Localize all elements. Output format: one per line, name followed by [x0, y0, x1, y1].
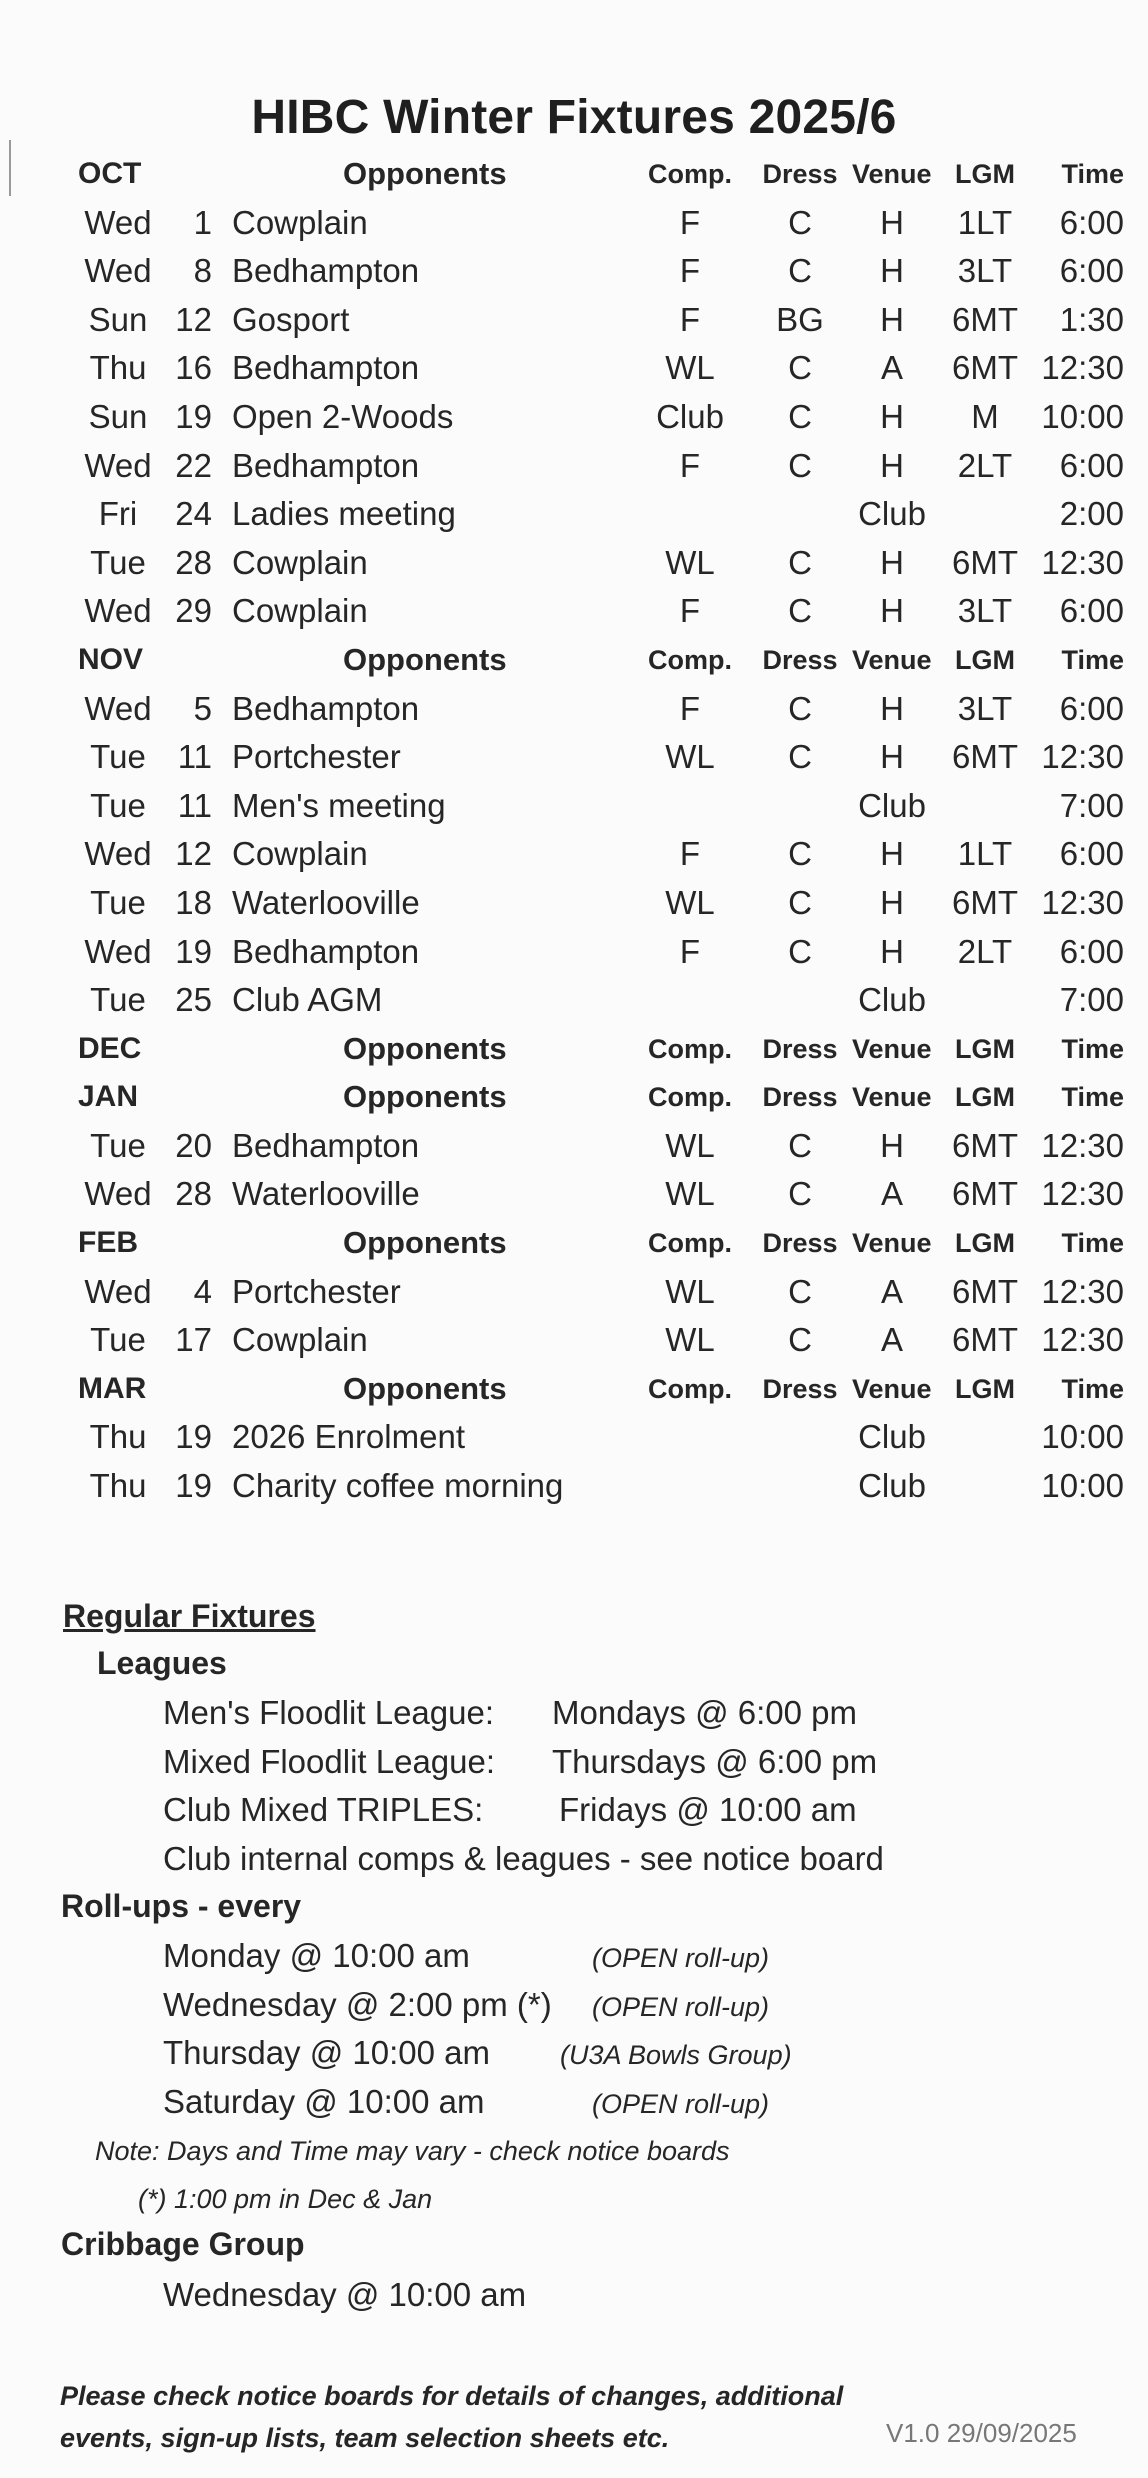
fixture-venue: Club	[858, 786, 926, 824]
fixture-row	[0, 587, 1148, 636]
month-label: DEC	[78, 1031, 142, 1065]
fixture-date: 11	[177, 738, 212, 776]
fixture-lgm: 3LT	[957, 252, 1013, 290]
fixture-time: 12:30	[1041, 1321, 1124, 1359]
dress-header: Dress	[762, 1228, 838, 1259]
fixture-date: 1	[193, 203, 212, 241]
league-when: Fridays @ 10:00 am	[559, 1791, 857, 1828]
fixture-time: 1:30	[1059, 300, 1124, 338]
fixture-time: 12:30	[1041, 1126, 1124, 1164]
fixture-day: Tue	[90, 1126, 146, 1164]
fixture-row	[0, 685, 1148, 734]
fixture-row	[0, 442, 1148, 491]
fixture-date: 25	[175, 981, 212, 1019]
fixture-comp: WL	[665, 1321, 715, 1359]
league-when: Mondays @ 6:00 pm	[552, 1694, 857, 1731]
fixture-venue: Club	[858, 981, 926, 1019]
fixture-comp: Club	[656, 397, 724, 435]
fixture-day: Wed	[84, 1272, 152, 1310]
fixture-day: Tue	[90, 981, 146, 1019]
fixture-venue: A	[880, 1321, 903, 1359]
dress-header: Dress	[762, 159, 838, 189]
fixture-time: 6:00	[1059, 592, 1124, 630]
comp-header: Comp.	[648, 1033, 732, 1064]
fixture-row	[0, 296, 1148, 345]
fixture-row	[0, 1122, 1148, 1171]
fixture-opponent: Cowplain	[232, 203, 368, 241]
time-header: Time	[1061, 1082, 1124, 1113]
fixture-dress: C	[788, 397, 812, 435]
fixture-opponent: Waterlooville	[232, 1175, 420, 1213]
fixture-comp: F	[679, 252, 701, 290]
fixture-row	[0, 1462, 1148, 1511]
dress-header: Dress	[762, 1373, 838, 1404]
dec-jan-note: (*) 1:00 pm in Dec & Jan	[138, 2184, 433, 2214]
fixture-day: Wed	[84, 252, 152, 290]
fixture-day: Wed	[84, 592, 152, 630]
fixture-row	[0, 830, 1148, 879]
fixture-row	[0, 247, 1148, 296]
fixture-lgm: 6MT	[952, 738, 1018, 776]
fixture-time: 12:30	[1041, 1175, 1124, 1213]
footer-note	[60, 2375, 843, 2459]
fixture-dress: C	[788, 446, 812, 484]
month-header	[0, 1073, 1148, 1122]
fixture-opponent: Cowplain	[232, 1321, 368, 1359]
fixture-dress: C	[788, 835, 812, 873]
fixture-lgm: 6MT	[952, 1272, 1018, 1310]
fixture-day: Tue	[90, 883, 146, 921]
fixture-dress: C	[788, 349, 812, 387]
fixture-date: 20	[175, 1126, 212, 1164]
fixture-day: Tue	[90, 786, 146, 824]
fixture-venue: H	[880, 689, 904, 727]
fixture-date: 22	[175, 446, 212, 484]
fixture-comp: F	[679, 446, 701, 484]
venue-header: Venue	[852, 159, 932, 189]
rollups-title: Roll-ups - every	[61, 1888, 302, 1924]
fixture-opponent: Bedhampton	[232, 1126, 420, 1164]
fixture-dress: C	[788, 1272, 812, 1310]
fixture-venue: Club	[858, 495, 926, 533]
fixture-opponent: 2026 Enrolment	[232, 1418, 465, 1456]
fixture-opponent: Club AGM	[232, 981, 383, 1019]
fixture-dress: C	[788, 592, 812, 630]
fixture-row	[0, 199, 1148, 248]
fixture-time: 12:30	[1041, 543, 1124, 581]
fixture-comp: F	[679, 300, 701, 338]
days-time-note: Note: Days and Time may vary - check notice boards	[95, 2136, 730, 2166]
fixture-date: 12	[175, 300, 212, 338]
fixture-dress: C	[788, 252, 812, 290]
fixture-date: 19	[175, 932, 212, 970]
venue-header: Venue	[852, 644, 932, 675]
fixture-lgm: 6MT	[952, 1321, 1018, 1359]
fixture-opponent: Bedhampton	[232, 932, 420, 970]
fixture-dress: C	[788, 1321, 812, 1359]
time-header: Time	[1061, 1373, 1124, 1404]
fixture-venue: A	[880, 1175, 903, 1213]
regular-fixtures-title: Regular Fixtures	[63, 1598, 316, 1634]
cribbage-title: Cribbage Group	[61, 2226, 305, 2262]
fixture-row	[0, 539, 1148, 588]
fixture-date: 5	[193, 689, 212, 727]
fixture-lgm: M	[971, 397, 999, 435]
fixture-time: 6:00	[1059, 932, 1124, 970]
fixture-dress: C	[788, 1175, 812, 1213]
fixture-day: Thu	[89, 1418, 147, 1456]
page-title: HIBC Winter Fixtures 2025/6	[251, 91, 897, 144]
fixture-comp: F	[679, 689, 701, 727]
fixture-date: 24	[175, 495, 212, 533]
fixture-time: 6:00	[1059, 835, 1124, 873]
fixture-date: 28	[175, 1175, 212, 1213]
rollup-when: Wednesday @ 2:00 pm (*)	[163, 1986, 552, 2023]
fixture-day: Thu	[89, 349, 147, 387]
league-name: Club Mixed TRIPLES:	[163, 1791, 484, 1828]
fixture-dress: BG	[776, 300, 824, 338]
fixture-dress: C	[788, 543, 812, 581]
month-label: OCT	[78, 157, 142, 190]
fixture-venue: Club	[858, 1418, 926, 1456]
month-header	[0, 1219, 1148, 1268]
rollup-when: Thursday @ 10:00 am	[163, 2034, 490, 2071]
fixture-venue: H	[880, 252, 904, 290]
fixture-lgm: 6MT	[952, 1175, 1018, 1213]
fixture-venue: Club	[858, 1467, 926, 1505]
venue-header: Venue	[852, 1228, 932, 1259]
fixture-day: Wed	[84, 835, 152, 873]
fixture-day: Tue	[90, 1321, 146, 1359]
lgm-header: LGM	[955, 644, 1015, 675]
fixture-venue: H	[880, 300, 904, 338]
fixture-date: 18	[175, 883, 212, 921]
internal-comps-note: Club internal comps & leagues - see notice board	[163, 1840, 884, 1877]
comp-header: Comp.	[648, 1082, 732, 1113]
fixture-lgm: 3LT	[957, 592, 1013, 630]
fixture-row	[0, 733, 1148, 782]
fixture-day: Sun	[88, 397, 148, 435]
fixture-venue: H	[880, 203, 904, 241]
comp-header: Comp.	[648, 1373, 732, 1404]
time-header: Time	[1061, 1228, 1124, 1259]
fixture-day: Tue	[90, 738, 146, 776]
league-name: Men's Floodlit League:	[163, 1694, 494, 1731]
rollup-when: Monday @ 10:00 am	[163, 1937, 470, 1974]
rollup-note: (OPEN roll-up)	[592, 1943, 770, 1973]
fixture-time: 6:00	[1059, 689, 1124, 727]
footer-line: events, sign-up lists, team selection sheets etc.	[60, 2423, 670, 2453]
fixture-time: 2:00	[1059, 495, 1124, 533]
fixture-time: 12:30	[1041, 883, 1124, 921]
fixtures-table	[0, 150, 1148, 1511]
month-header	[0, 150, 1148, 199]
fixture-time: 12:30	[1041, 349, 1124, 387]
fixture-opponent: Ladies meeting	[232, 495, 456, 533]
fixture-comp: WL	[665, 1126, 715, 1164]
fixture-venue: H	[880, 932, 904, 970]
dress-header: Dress	[762, 1033, 838, 1064]
fixture-row	[0, 928, 1148, 977]
fixture-dress: C	[788, 689, 812, 727]
footer-line: Please check notice boards for details of changes, additional	[60, 2381, 844, 2411]
fixture-lgm: 6MT	[952, 1126, 1018, 1164]
fixture-row	[0, 1268, 1148, 1317]
fixture-venue: H	[880, 397, 904, 435]
month-header	[0, 1025, 1148, 1074]
fixture-comp: F	[679, 835, 701, 873]
fixture-opponent: Men's meeting	[232, 786, 446, 824]
fixture-dress: C	[788, 883, 812, 921]
fixture-date: 19	[175, 1467, 212, 1505]
fixture-opponent: Bedhampton	[232, 689, 420, 727]
fixture-opponent: Bedhampton	[232, 349, 420, 387]
fixture-lgm: 6MT	[952, 349, 1018, 387]
fixture-venue: H	[880, 1126, 904, 1164]
lgm-header: LGM	[955, 1033, 1015, 1064]
fixture-row	[0, 344, 1148, 393]
fixture-date: 29	[175, 592, 212, 630]
fixture-time: 6:00	[1059, 203, 1124, 241]
fixture-time: 12:30	[1041, 1272, 1124, 1310]
fixture-date: 28	[175, 543, 212, 581]
venue-header: Venue	[852, 1082, 932, 1113]
fixture-row	[0, 782, 1148, 831]
comp-header: Comp.	[648, 159, 732, 189]
comp-header: Comp.	[648, 1228, 732, 1259]
fixture-dress: C	[788, 203, 812, 241]
fixture-day: Sun	[88, 300, 148, 338]
fixture-lgm: 2LT	[957, 446, 1013, 484]
opponents-header: Opponents	[343, 1030, 507, 1066]
fixture-day: Wed	[84, 1175, 152, 1213]
fixture-date: 19	[175, 397, 212, 435]
fixture-venue: H	[880, 738, 904, 776]
opponents-header: Opponents	[343, 156, 507, 191]
fixture-row	[0, 393, 1148, 442]
fixture-date: 11	[177, 786, 212, 824]
fixture-day: Fri	[98, 495, 138, 533]
fixture-comp: F	[679, 203, 701, 241]
fixture-opponent: Gosport	[232, 300, 350, 338]
rollup-note: (OPEN roll-up)	[592, 1992, 770, 2022]
fixture-dress: C	[788, 932, 812, 970]
fixture-time: 12:30	[1041, 738, 1124, 776]
fixture-day: Wed	[84, 689, 152, 727]
fixture-time: 7:00	[1059, 981, 1124, 1019]
dress-header: Dress	[762, 644, 838, 675]
month-header	[0, 636, 1148, 685]
fixture-lgm: 3LT	[957, 689, 1013, 727]
fixture-date: 4	[193, 1272, 212, 1310]
opponents-header: Opponents	[343, 641, 507, 677]
fixture-opponent: Cowplain	[232, 592, 368, 630]
lgm-header: LGM	[955, 1082, 1015, 1113]
fixture-lgm: 6MT	[952, 543, 1018, 581]
fixture-day: Wed	[84, 932, 152, 970]
fixture-lgm: 6MT	[952, 300, 1018, 338]
fixture-comp: WL	[665, 349, 715, 387]
fixture-date: 19	[175, 1418, 212, 1456]
fixture-day: Thu	[89, 1467, 147, 1505]
fixture-time: 10:00	[1041, 1467, 1124, 1505]
dress-header: Dress	[762, 1082, 838, 1113]
month-label: FEB	[78, 1226, 138, 1260]
time-header: Time	[1061, 644, 1124, 675]
fixture-opponent: Open 2-Woods	[232, 397, 454, 435]
cribbage-when: Wednesday @ 10:00 am	[163, 2276, 527, 2313]
fixture-row	[0, 976, 1148, 1025]
fixture-opponent: Bedhampton	[232, 446, 420, 484]
fixture-date: 16	[175, 349, 212, 387]
venue-header: Venue	[852, 1033, 932, 1064]
fixture-comp: F	[679, 932, 701, 970]
month-header	[0, 1365, 1148, 1414]
fixture-opponent: Cowplain	[232, 543, 368, 581]
fixture-opponent: Portchester	[232, 738, 401, 776]
fixture-row	[0, 1170, 1148, 1219]
rollup-note: (OPEN roll-up)	[592, 2089, 770, 2119]
fixture-time: 6:00	[1059, 252, 1124, 290]
fixture-day: Wed	[84, 203, 152, 241]
fixture-lgm: 1LT	[957, 203, 1013, 241]
fixture-venue: A	[880, 349, 903, 387]
opponents-header: Opponents	[343, 1079, 507, 1115]
month-label: MAR	[78, 1371, 147, 1405]
league-when: Thursdays @ 6:00 pm	[552, 1743, 878, 1780]
fixture-day: Tue	[90, 543, 146, 581]
fixture-time: 6:00	[1059, 446, 1124, 484]
fixture-day: Wed	[84, 446, 152, 484]
lgm-header: LGM	[955, 159, 1015, 189]
time-header: Time	[1061, 1033, 1124, 1064]
fixture-opponent: Waterlooville	[232, 883, 420, 921]
fixture-comp: F	[679, 592, 701, 630]
fixture-opponent: Bedhampton	[232, 252, 420, 290]
fixture-dress: C	[788, 1126, 812, 1164]
fixture-venue: H	[880, 883, 904, 921]
rollup-note: (U3A Bowls Group)	[560, 2040, 792, 2070]
fixture-opponent: Charity coffee morning	[232, 1467, 564, 1505]
fixture-venue: H	[880, 446, 904, 484]
lgm-header: LGM	[955, 1373, 1015, 1404]
fixture-comp: WL	[665, 883, 715, 921]
fixture-row	[0, 879, 1148, 928]
month-label: JAN	[78, 1080, 139, 1114]
fixture-lgm: 2LT	[957, 932, 1013, 970]
fixture-opponent: Cowplain	[232, 835, 368, 873]
fixture-comp: WL	[665, 1175, 715, 1213]
fixture-row	[0, 1413, 1148, 1462]
fixture-time: 7:00	[1059, 786, 1124, 824]
fixture-date: 17	[175, 1321, 212, 1359]
fixture-date: 12	[175, 835, 212, 873]
fixture-venue: H	[880, 543, 904, 581]
fixture-row	[0, 1316, 1148, 1365]
fixture-time: 10:00	[1041, 1418, 1124, 1456]
fixture-venue: A	[880, 1272, 903, 1310]
opponents-header: Opponents	[343, 1370, 507, 1406]
league-name: Mixed Floodlit League:	[163, 1743, 496, 1780]
fixture-opponent: Portchester	[232, 1272, 401, 1310]
fixture-comp: WL	[665, 738, 715, 776]
lgm-header: LGM	[955, 1228, 1015, 1259]
month-label: NOV	[78, 642, 144, 676]
leagues-title: Leagues	[97, 1645, 227, 1681]
fixture-lgm: 6MT	[952, 883, 1018, 921]
fixture-comp: WL	[665, 543, 715, 581]
fixture-row	[0, 490, 1148, 539]
fixture-venue: H	[880, 592, 904, 630]
fixture-time: 10:00	[1041, 397, 1124, 435]
time-header: Time	[1061, 159, 1124, 189]
rollup-when: Saturday @ 10:00 am	[163, 2083, 485, 2120]
fixture-venue: H	[880, 835, 904, 873]
opponents-header: Opponents	[343, 1225, 507, 1261]
fixture-lgm: 1LT	[957, 835, 1013, 873]
fixture-date: 8	[193, 252, 212, 290]
comp-header: Comp.	[648, 644, 732, 675]
fixture-dress: C	[788, 738, 812, 776]
fixture-comp: WL	[665, 1272, 715, 1310]
version-label: V1.0 29/09/2025	[886, 2418, 1077, 2448]
venue-header: Venue	[852, 1373, 932, 1404]
